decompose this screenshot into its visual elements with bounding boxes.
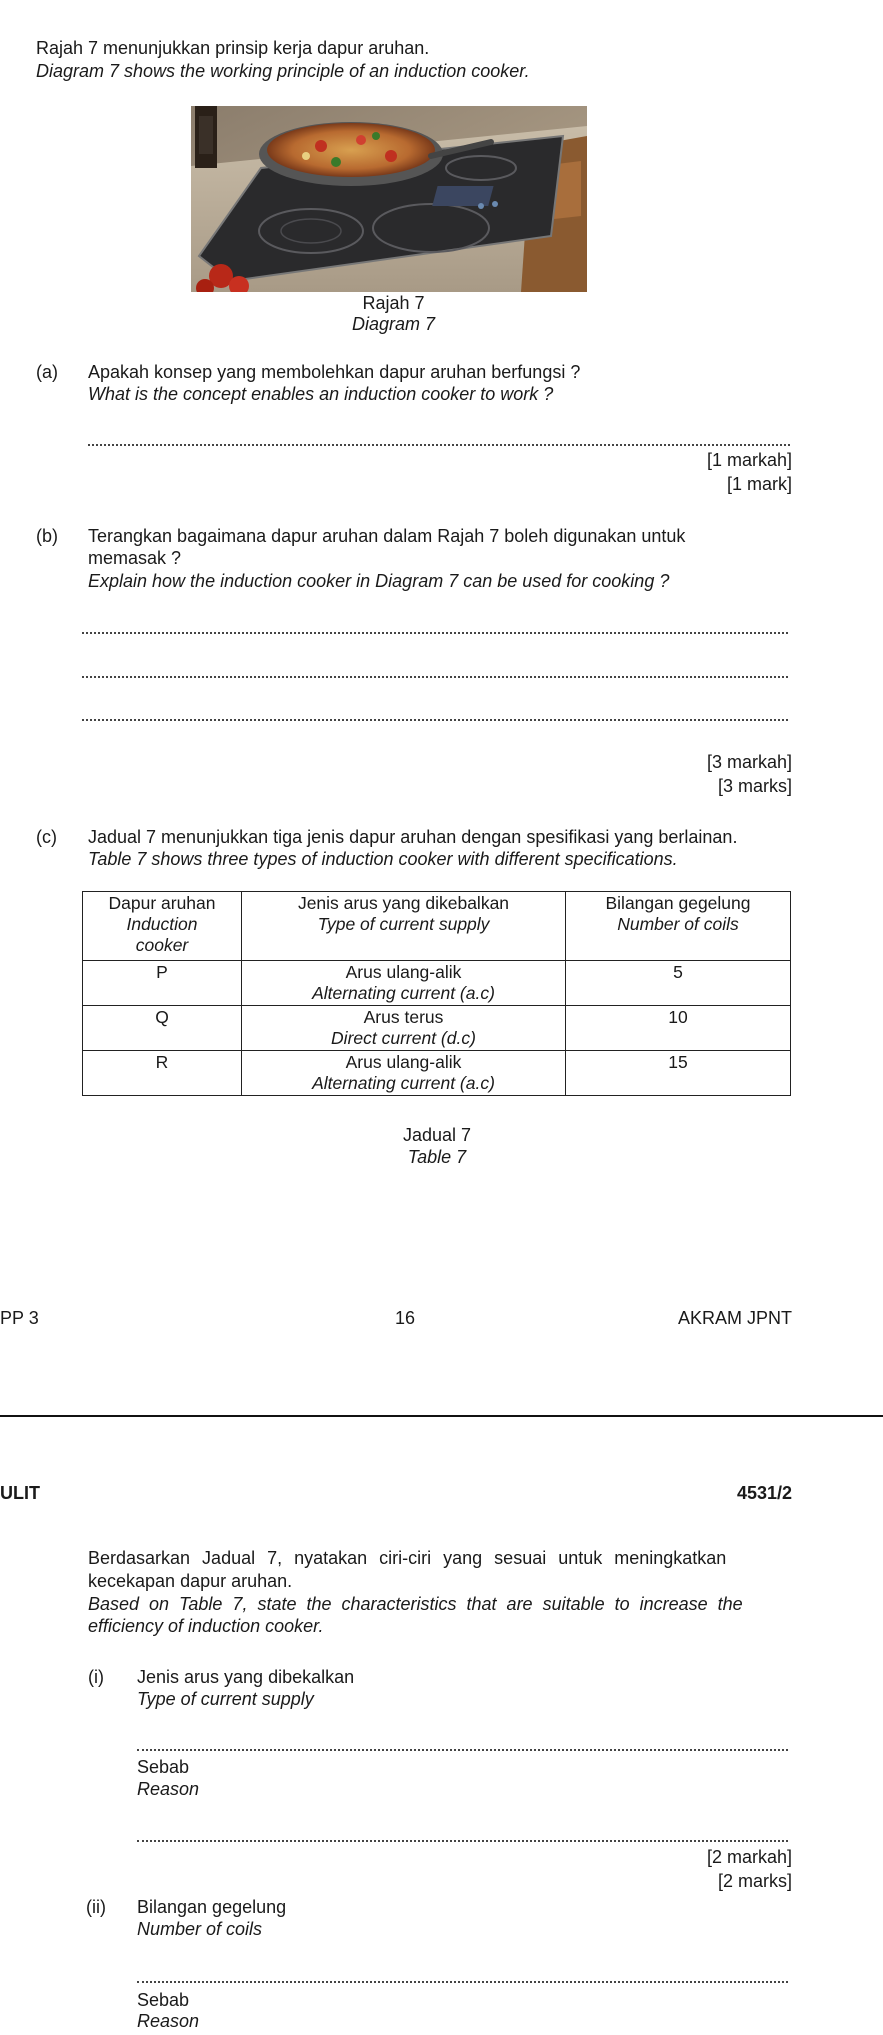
cell-current-ms: Arus ulang-alik — [345, 962, 462, 982]
table-header-row — [83, 892, 791, 961]
page-divider — [0, 1415, 883, 1417]
part-a-marks-en: [1 mark] — [726, 474, 792, 494]
c2-i-item-en: Type of current supply — [137, 1689, 314, 1709]
header-coils — [566, 892, 791, 961]
header-current-ms: Jenis arus yang dikebalkan — [297, 893, 510, 913]
c2-i-reason-ms: Sebab — [137, 1757, 190, 1777]
cell-cooker: R — [83, 1051, 242, 1096]
table-caption-ms: Jadual 7 — [402, 1125, 472, 1145]
c2-intro-en-2: efficiency of induction cooker. — [88, 1616, 324, 1636]
intro-ms: Rajah 7 menunjukkan prinsip kerja dapur aruhan. — [36, 38, 430, 58]
cell-current-en: Direct current (d.c) — [331, 1028, 476, 1048]
cell-cooker: P — [83, 961, 242, 1006]
part-b-question-en: Explain how the induction cooker in Diagram 7 can be used for cooking ? — [88, 571, 670, 591]
cell-current — [242, 1051, 566, 1096]
part-a-question-en: What is the concept enables an induction cooker to work ? — [88, 384, 554, 404]
header-left: ULIT — [0, 1483, 40, 1503]
cell-current-ms: Arus ulang-alik — [345, 1052, 462, 1072]
answer-line-b3[interactable] — [82, 719, 788, 721]
c2-ii-item-en: Number of coils — [137, 1919, 263, 1939]
part-a-marks-ms: [1 markah] — [706, 450, 792, 470]
answer-line-c-ii[interactable] — [137, 1981, 788, 1983]
part-c-intro-ms: Jadual 7 menunjukkan tiga jenis dapur aruhan dengan spesifikasi yang berlainan. — [88, 827, 738, 847]
cell-coils: 5 — [566, 961, 791, 1006]
c2-intro-ms-2: kecekapan dapur aruhan. — [88, 1571, 293, 1591]
answer-line-b2[interactable] — [82, 676, 788, 678]
header-current-en: Type of current supply — [317, 914, 490, 934]
header-coils-en: Number of coils — [617, 914, 739, 934]
c2-i-item-ms: Jenis arus yang dibekalkan — [137, 1667, 355, 1687]
c2-ii-label: (ii) — [86, 1897, 106, 1917]
cell-current-ms: Arus terus — [363, 1007, 444, 1027]
c2-i-marks-ms: [2 markah] — [706, 1847, 792, 1867]
cell-current — [242, 1006, 566, 1051]
figure-caption-ms: Rajah 7 — [362, 293, 425, 313]
part-b-question-ms-2: memasak ? — [88, 548, 182, 568]
page-number: 16 — [394, 1308, 416, 1328]
c2-i-reason-en: Reason — [137, 1779, 200, 1799]
intro-en: Diagram 7 shows the working principle of an induction cooker. — [36, 61, 530, 81]
header-coils-ms: Bilangan gegelung — [605, 893, 751, 913]
header-right: 4531/2 — [736, 1483, 792, 1503]
specification-table — [82, 891, 791, 1096]
part-b-marks-en: [3 marks] — [717, 776, 792, 796]
c2-ii-reason-ms: Sebab — [137, 1990, 190, 2010]
footer-right: AKRAM JPNT — [677, 1308, 792, 1328]
part-c-label: (c) — [36, 827, 57, 847]
answer-line-c-i[interactable] — [137, 1749, 788, 1751]
header-cooker-ms: Dapur aruhan — [108, 893, 216, 913]
table-row — [83, 1006, 791, 1051]
cell-coils: 15 — [566, 1051, 791, 1096]
header-cooker-en2: cooker — [135, 935, 189, 955]
induction-cooker-photo — [191, 106, 587, 292]
c2-intro-en-1: Based on Table 7, state the characteristics that are suitable to increase the — [88, 1594, 743, 1614]
part-b-question-ms-1: Terangkan bagaimana dapur aruhan dalam Rajah 7 boleh digunakan untuk — [88, 526, 686, 546]
c2-ii-reason-en: Reason — [137, 2011, 200, 2031]
header-cooker-en1: Induction — [126, 914, 198, 934]
table-row — [83, 961, 791, 1006]
cell-current-en: Alternating current (a.c) — [312, 983, 495, 1003]
part-b-label: (b) — [36, 526, 58, 546]
table-row — [83, 1051, 791, 1096]
answer-line-c-i-reason[interactable] — [137, 1840, 788, 1842]
answer-line-a[interactable] — [88, 444, 790, 446]
part-b-marks-ms: [3 markah] — [706, 752, 792, 772]
cell-cooker: Q — [83, 1006, 242, 1051]
c2-i-label: (i) — [88, 1667, 104, 1687]
part-a-label: (a) — [36, 362, 58, 382]
figure-caption-en: Diagram 7 — [351, 314, 436, 334]
induction-cooker-illustration — [191, 106, 587, 292]
header-current — [242, 892, 566, 961]
header-cooker — [83, 892, 242, 961]
answer-line-b1[interactable] — [82, 632, 788, 634]
cell-current-en: Alternating current (a.c) — [312, 1073, 495, 1093]
c2-ii-item-ms: Bilangan gegelung — [137, 1897, 287, 1917]
c2-i-marks-en: [2 marks] — [717, 1871, 792, 1891]
cell-current — [242, 961, 566, 1006]
c2-intro-ms-1: Berdasarkan Jadual 7, nyatakan ciri-ciri yang sesuai untuk meningkatkan — [88, 1548, 727, 1568]
part-a-question-ms: Apakah konsep yang membolehkan dapur aruhan berfungsi ? — [88, 362, 581, 382]
footer-left: PP 3 — [0, 1308, 39, 1328]
cell-coils: 10 — [566, 1006, 791, 1051]
table-caption-en: Table 7 — [407, 1147, 467, 1167]
part-c-intro-en: Table 7 shows three types of induction cooker with different specifications. — [88, 849, 678, 869]
